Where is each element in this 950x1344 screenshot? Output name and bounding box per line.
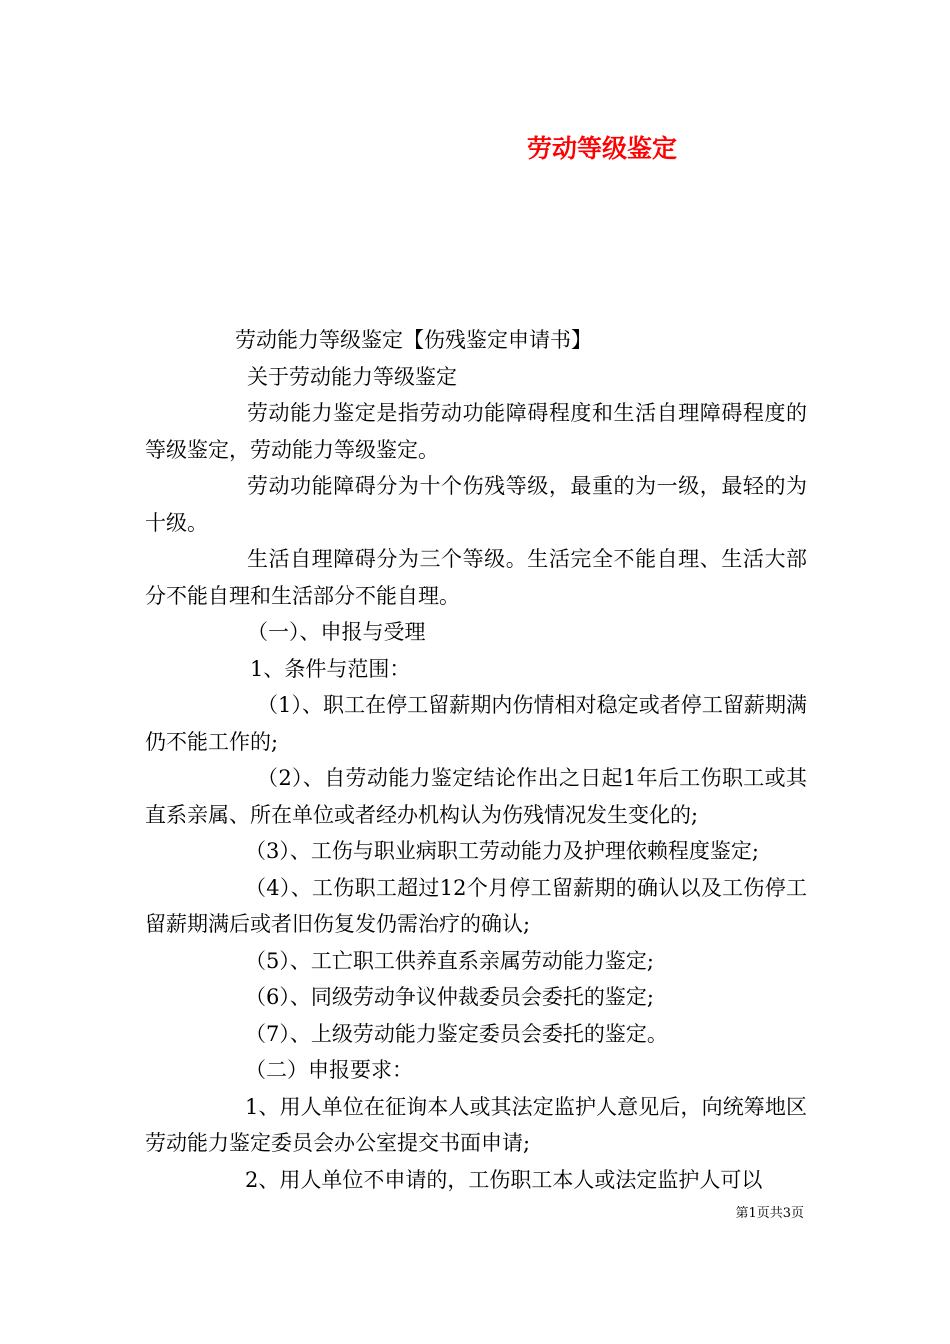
paragraph: （7）、上级劳动能力鉴定委员会委托的鉴定。 — [245, 1021, 668, 1046]
page-number-footer: 第1页共3页 — [735, 1206, 804, 1221]
paragraph: 关于劳动能力等级鉴定 — [247, 364, 457, 389]
paragraph: （二）申报要求： — [245, 1058, 413, 1082]
paragraph: （4）、工伤职工超过12个月停工留薪期的确认以及工伤停工留薪期满后或者旧伤复发仍需治疗的确认; — [145, 875, 807, 936]
paragraph: （5）、工亡职工供养直系亲属劳动能力鉴定; — [245, 948, 654, 973]
paragraph: （1）、职工在停工留薪期内伤情相对稳定或者停工留薪期满仍不能工作的; — [145, 693, 807, 754]
paragraph: 劳动能力等级鉴定【伤残鉴定申请书】 — [235, 328, 592, 352]
paragraph: 1、用人单位在征询本人或其法定监护人意见后，向统筹地区劳动能力鉴定委员会办公室提交书面申请; — [145, 1094, 807, 1155]
paragraph: （6）、同级劳动争议仲裁委员会委托的鉴定; — [245, 985, 654, 1009]
paragraph: 生活自理障碍分为三个等级。生活完全不能自理、生活大部分不能自理和生活部分不能自理。 — [145, 547, 807, 608]
paragraph: （一）、申报与受理 — [247, 620, 426, 644]
paragraph: （3）、工伤与职业病职工劳动能力及护理依赖程度鉴定; — [245, 839, 759, 863]
document-body — [145, 322, 807, 1198]
paragraph: 劳动功能障碍分为十个伤残等级，最重的为一级，最轻的为十级。 — [145, 474, 807, 535]
paragraph: 劳动能力鉴定是指劳动功能障碍程度和生活自理障碍程度的等级鉴定，劳动能力等级鉴定。 — [145, 401, 807, 462]
paragraph: 1、条件与范围： — [250, 656, 411, 681]
document-title: 劳动等级鉴定 — [527, 134, 678, 163]
paragraph: （2）、自劳动能力鉴定结论作出之日起1年后工伤职工或其直系亲属、所在单位或者经办机构认为伤残情况发生变化的; — [145, 766, 807, 827]
paragraph: 2、用人单位不申请的，工伤职工本人或法定监护人可以 — [245, 1167, 763, 1192]
